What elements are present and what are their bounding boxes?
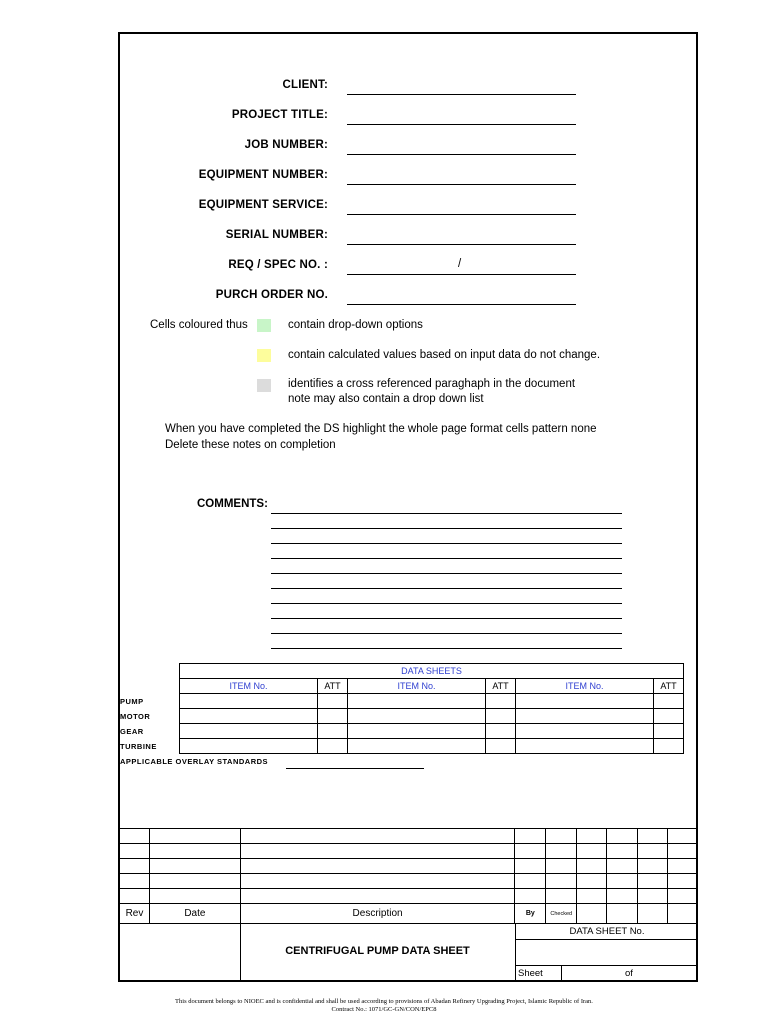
job-number-field[interactable] [347,154,576,155]
instruction-line-1: When you have completed the DS highlight the whole page format cells pattern none [165,423,597,435]
footer-confidential: This document belongs to NIOEC and is confidential and shall be used according to provisions of Abadan Refinery Upgrading Project, Islamic Republic of Iran. [175,998,593,1005]
comment-line[interactable] [271,543,622,544]
sheet-label: Sheet [518,968,543,979]
table-row [120,859,698,874]
footer-contract: Contract No.: 1071/GC-GN/CON/EPC8 [331,1006,437,1013]
comment-line[interactable] [271,633,622,634]
legend-text-crossref-2: note may also contain a drop down list [288,393,484,405]
comment-line[interactable] [271,573,622,574]
purch-order-field[interactable] [347,304,576,305]
table-row [180,694,684,709]
of-label: of [625,968,633,979]
equipment-number-label: EQUIPMENT NUMBER: [198,169,328,181]
req-spec-value: / [458,258,462,270]
comment-line[interactable] [271,603,622,604]
col-item-no-1: ITEM No. [180,679,318,694]
job-number-label: JOB NUMBER: [244,139,328,151]
col-att-2: ATT [486,679,516,694]
row-label-pump: PUMP [120,697,144,706]
comment-line[interactable] [271,648,622,649]
comment-line[interactable] [271,588,622,589]
comment-line[interactable] [271,618,622,619]
table-row [120,889,698,904]
equipment-number-field[interactable] [347,184,576,185]
col-att-3: ATT [654,679,684,694]
table-row [120,829,698,844]
data-sheets-table [179,663,684,754]
project-title-label: PROJECT TITLE: [231,109,328,121]
overlay-standards-field[interactable] [286,768,424,769]
purch-order-label: PURCH ORDER NO. [215,289,328,301]
by-header: By [515,904,546,924]
revision-table [119,828,698,924]
date-header: Date [149,904,240,924]
table-row [180,709,684,724]
comment-line[interactable] [271,558,622,559]
comment-line[interactable] [271,513,622,514]
req-spec-label: REQ / SPEC NO. : [228,259,328,271]
comments-label: COMMENTS: [197,498,268,510]
col-item-no-3: ITEM No. [516,679,654,694]
overlay-standards-label: APPLICABLE OVERLAY STANDARDS [120,757,269,766]
data-sheets-title: DATA SHEETS [180,664,684,679]
client-field[interactable] [347,94,576,95]
table-row [180,724,684,739]
table-row [120,874,698,889]
data-sheet-no-label: DATA SHEET No. [569,926,645,937]
description-header: Description [240,904,515,924]
equipment-service-field[interactable] [347,214,576,215]
instruction-line-2: Delete these notes on completion [165,439,336,451]
project-title-field[interactable] [347,124,576,125]
row-label-turbine: TURBINE [120,742,157,751]
col-att-1: ATT [318,679,348,694]
comment-line[interactable] [271,528,622,529]
table-row [120,844,698,859]
rev-header: Rev [120,904,150,924]
legend-text-calculated: contain calculated values based on input data do not change. [288,349,601,361]
legend-text-crossref: identifies a cross referenced paraghaph in the document [288,378,576,390]
legend-text-dropdown: contain drop-down options [288,319,423,331]
col-item-no-2: ITEM No. [348,679,486,694]
legend-intro: Cells coloured thus [150,319,248,331]
row-label-motor: MOTOR [120,712,151,721]
serial-number-field[interactable] [347,244,576,245]
serial-number-label: SERIAL NUMBER: [225,229,328,241]
legend-swatch-crossref [257,379,271,392]
table-row [180,739,684,754]
document-title: CENTRIFUGAL PUMP DATA SHEET [285,945,470,957]
client-label: CLIENT: [282,79,328,91]
legend-swatch-calculated [257,349,271,362]
checked-header: Checked [546,904,577,924]
req-spec-field[interactable] [347,274,576,275]
row-label-gear: GEAR [120,727,144,736]
legend-swatch-dropdown [257,319,271,332]
equipment-service-label: EQUIPMENT SERVICE: [198,199,328,211]
